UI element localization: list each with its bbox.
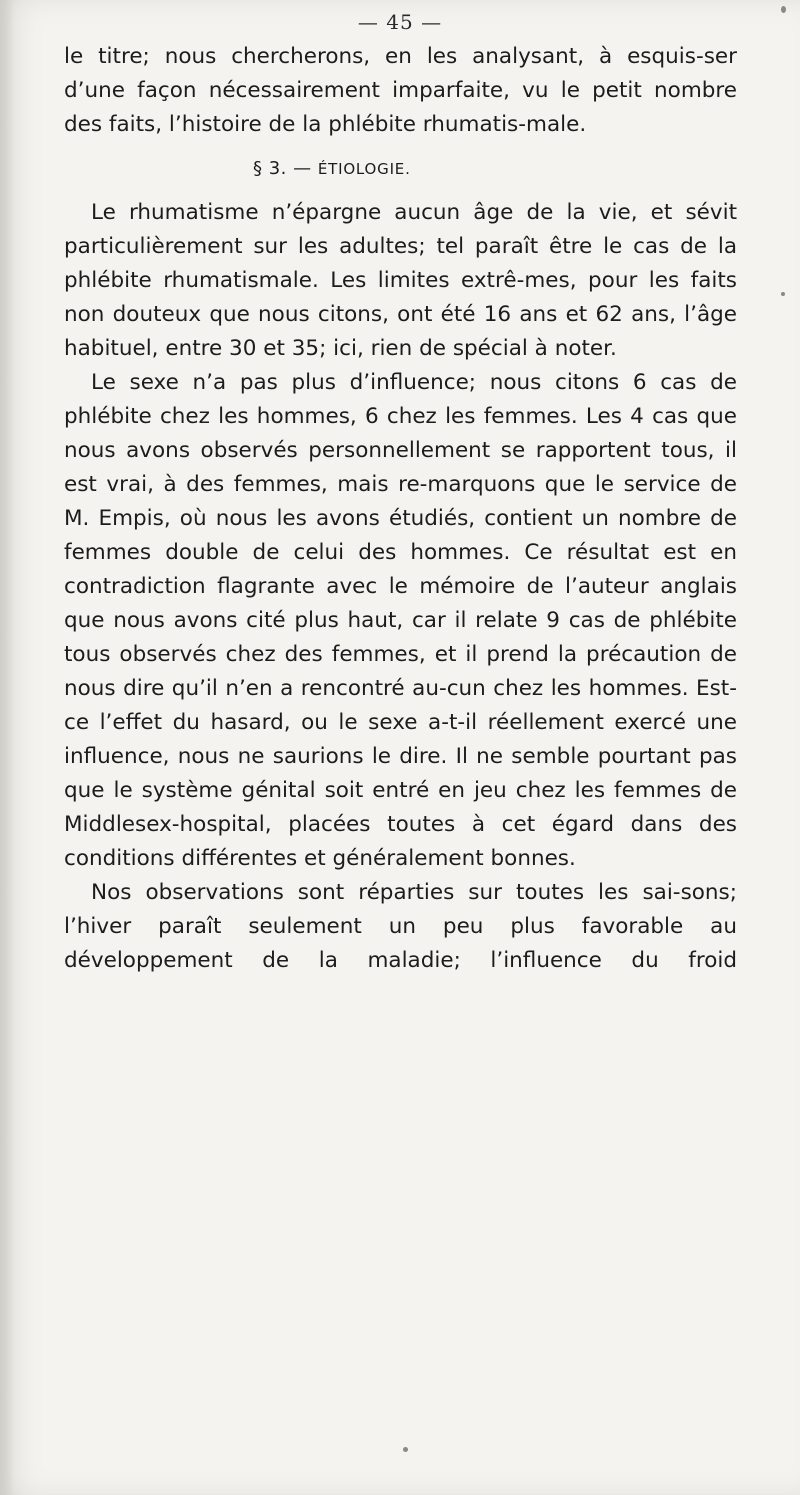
section-heading: [64, 152, 737, 186]
paragraph-sex: Le sexe n’a pas plus d’influence; nous citons 6 cas de phlébite chez les hommes, 6 chez les femmes. Les 4 cas que nous avons observés personnellement se rapportent tous, il est vrai, à des femmes, mais re-marquons que le service de M. Empis, où nous les avons étudiés, contient un nombre de femmes double de celui des hommes. Ce résultat est en contradiction flagrante avec le mémoire de l’auteur anglais que nous avons cité plus haut, car il relate 9 cas de phlébite tous observés chez des femmes, et il prend la précaution de nous dire qu’il n’en a rencontré au-cun chez les hommes. Est-ce l’effet du hasard, ou le sexe a-t-il réellement exercé une influence, nous ne saurions le dire. Il ne semble pourtant pas que le système génital soit entré en jeu chez les femmes de Middlesex-hospital, placées toutes à cet égard dans des conditions différentes et généralement bonnes.: [64, 370, 737, 871]
scan-shadow-edge: [0, 0, 14, 1495]
section-title: ÉTIOLOGIE.: [317, 160, 411, 178]
page-number: — 45 —: [357, 10, 443, 34]
paragraph-seasons: Nos observations sont réparties sur toutes les sai-sons; l’hiver paraît seulement un peu plus favorable au développement de la maladie; l’influence du froid: [64, 880, 737, 973]
ink-speck-margin: [781, 292, 785, 296]
paragraph-continuation: le titre; nous chercherons, en les analysant, à esquis-ser d’une façon nécessairement imparfaite, vu le petit nombre des faits, l’histoire de la phlébite rhumatis-male.: [64, 44, 737, 137]
body-text: [64, 40, 737, 978]
section-number: § 3. —: [253, 158, 312, 179]
ink-speck-bottom: [403, 1447, 408, 1452]
paragraph-age: Le rhumatisme n’épargne aucun âge de la vie, et sévit particulièrement sur les adultes; tel paraît être le cas de la phlébite rhumatismale. Les limites extrê-mes, pour les faits non douteux que nous citons, ont été 16 ans et 62 ans, l’âge habituel, entre 30 et 35; ici, rien de spécial à noter.: [64, 200, 737, 361]
